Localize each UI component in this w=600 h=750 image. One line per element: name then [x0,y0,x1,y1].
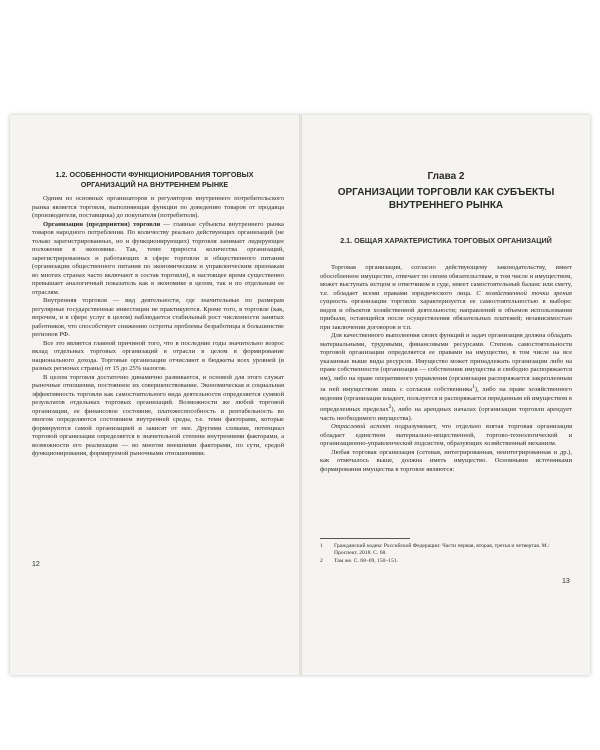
paragraph: В целом торговля достаточно динамично развивается, и основой для этого служат рыночные отношения, постоянное их совершенствование. Экономическая и социальная эффективность торговли как самостоятельного вида деятельности определяется суммой результатов отдельных торговых организаций. Возможности же любой торговой организации, ее финансовое состояние, платежеспособность и рентабельность во многом определяются состоянием внутренней среды, т.е. теми факторами, которые формируются самой организацией и зависят от нее. Другими словами, потенциал торговой организации определяется в значительной степени внутренними факторами, а возможности его реализации — во многом внешними факторами, по сути, средой функционирования, формируемой рыночными отношениями. [32,373,284,457]
book-spread [10,115,590,675]
page-number: 13 [562,578,570,585]
footnote-ref: 1 [472,384,475,390]
left-body-text [32,195,284,459]
page-number: 12 [32,561,40,568]
paragraph: Для качественного выполнения своих функций и задач организация должна обладать материальными, трудовыми, финансовыми ресурсами. Степень самостоятельности торговой организации определяется ее правами на имущество, в том числе на все указанные выше виды ресурсов. Имущество может принадлежать организации либо на праве собственности (организация — собственник имущества и свободно распоряжается им), либо на праве оперативного управления (организация распоряжается закрепленным за ней имуществом лишь с согласия собственника$^1$), либо на праве хозяйственного ведения (организация владеет, пользуется и распоряжается переданным ей имуществом в определенных пределах$^2$), либо на арендных началах (организация торговли арендует часть необходимого имущества). [320,332,573,422]
paragraph: Отраслевой аспект подразумевает, что отдельно взятая торговая организация обладает единством материально-вещественной, торгово-технологической и организационно-управленческой подсистем, образующих хозяйственный механизм. [320,423,573,448]
chapter-title: ОРГАНИЗАЦИИ ТОРГОВЛИ КАК СУБЪЕКТЫ ВНУТРЕННЕГО РЫНКА [337,187,555,211]
paragraph: Торговая организация, согласно действующему законодательству, имеет обособленное имущество, отвечает по своим обязательствам, в том числе и имуществом, может выступать истцом и ответчиком в суде, имеет самостоятельный баланс или смету, т.е. обладает всеми правами юридического лица. С хозяйственной точки зрения сущность организации торговли характеризуется ее самостоятельностью в выборе: видов и объектов хозяйственной деятельности; направлений и объемов использования прибыли, остающейся после осуществления обязательных платежей; независимостью при заключении договоров и т.п. [320,264,572,331]
section-title-2-1: 2.1. ОБЩАЯ ХАРАКТЕРИСТИКА ТОРГОВЫХ ОРГАНИЗАЦИЙ [340,236,552,245]
left-page [10,115,299,675]
emphasis: Отраслевой аспект [331,423,391,431]
footnotes [320,538,572,567]
paragraph: Любая торговая организация (сетевая, интегрированная, неинтегрированная и др.), как отмечалось выше, должна иметь имущество. Основными источниками формирования имущества в торговле являются: [320,448,572,473]
right-body-text [320,264,572,474]
emphasis: С хозяйственной точки зрения [476,289,572,297]
footnote-ref: 2 [388,404,392,411]
chapter-label: Глава 2 [427,171,465,182]
footnote: 2 Там же. С. 68–69, 150–151. [320,558,399,565]
paragraph: Все это является главной причиной того, что в последние годы значительно возрос вклад отдельных торговых организаций в отрасли в целом в формирование национального дохода. Торговые организации отчисляют в бюджеты всех уровней (в разных регионах страны) от 15 до 25% налогов. [32,339,284,372]
footnote-divider [320,538,410,539]
footnote: 1 Гражданский кодекс Российской Федерации: Части первая, вторая, третья и четвертая. М.: Проспект, 2018. С. 68. [320,543,550,557]
term-highlight: Организации (предприятия) торговли [43,220,161,228]
right-page [302,115,590,675]
paragraph: Внутренняя торговля — вид деятельности, где значительные по размерам регулярные государственные инвестиции не практикуются. Кроме того, в торговле (как, впрочем, и в сфере услуг в целом) наблюдается стабильный рост численности занятых работников, что способствует снижению остроты проблемы безработицы в большинстве регионов РФ. [32,297,284,338]
paragraph: Организации (предприятия) торговли — главные субъекты внутреннего рынка товаров народного потребления. По количеству реально действующих организаций (не только зарегистрированных, но и функционирующих) торговля занимает лидирующее положение в экономике. Так, темп прироста количества организаций, зарегистрированных и работающих в сфере торговли и общественного питания (организации общественного питания по экономическим и управленческим признакам во многих странах часто включают в состав торговли), в настоящее время существенно превышает аналогичный показатель как в экономике в целом, так и по отдельным ее отраслям. [32,220,284,296]
section-title-1-2: 1.2. ОСОБЕННОСТИ ФУНКЦИОНИРОВАНИЯ ТОРГОВЫХ ОРГАНИЗАЦИЙ НА ВНУТРЕННЕМ РЫНКЕ [55,170,254,189]
paragraph: Одним из основных организаторов и регуляторов внутреннего потребительского рынка является торговля, выполняющая функции по доведению товаров от продавца (производителя, поставщика) до покупателя (потребителя). [32,195,284,219]
